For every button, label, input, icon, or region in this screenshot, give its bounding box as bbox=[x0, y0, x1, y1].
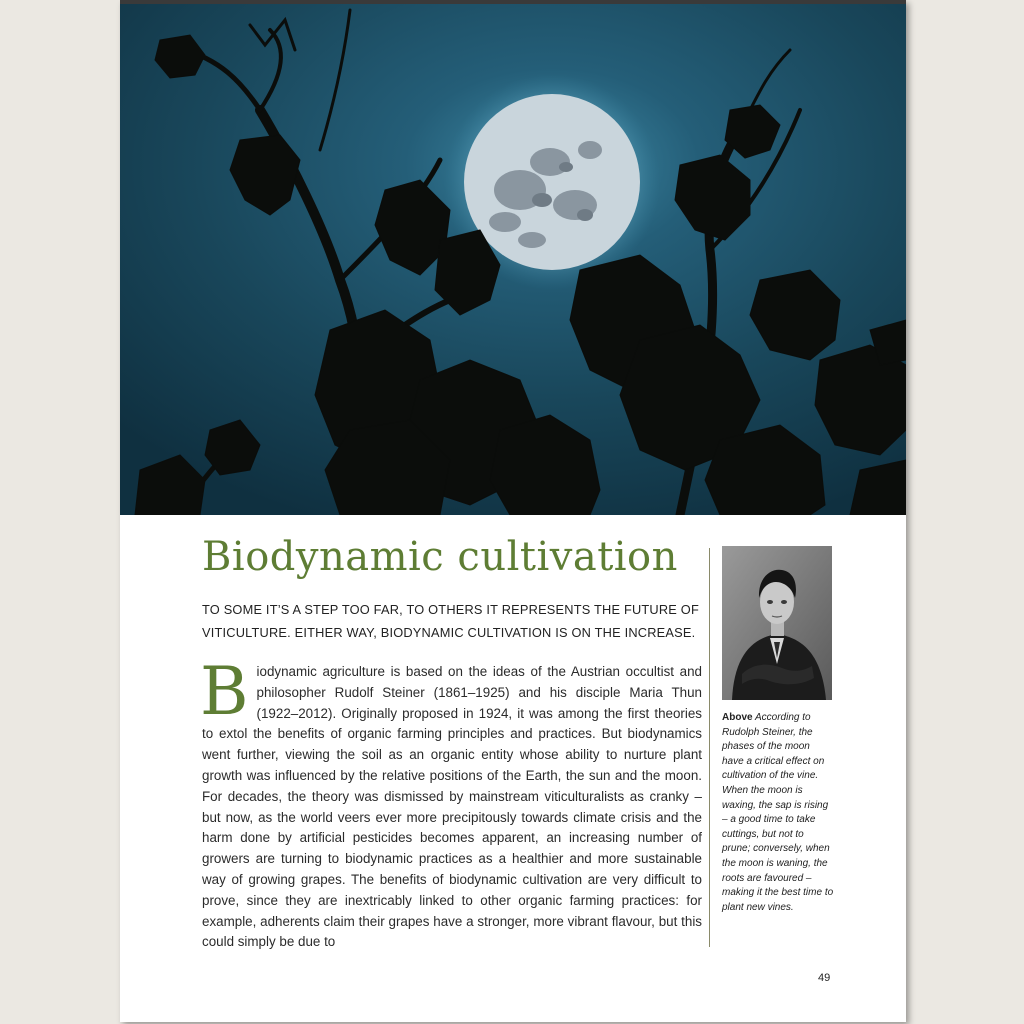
article-body-text: iodynamic agriculture is based on the ideas of the Austrian occultist and philosopher Rudolf Steiner (1861–1925) and his disciple Maria Thun (1922–2012). Originally proposed in 1924, it was among the first theories to extol the benefits of organic farming principles and practices. But biodynamics went further, viewing the soil as an organic entity whose ability to nurture plant growth was influenced by the relative positions of the Earth, the sun and the moon. For decades, the theory was dismissed by mainstream viticulturalists as cranky – but now, as the world veers ever more precipitously towards climate crisis and the harm done by artificial pesticides becomes apparent, an increasing number of growers are turning to biodynamic practices as a healthier and more sustainable way of growing grapes. The benefits of biodynamic cultivation are very difficult to prove, since they are inextricably linked to other organic farming practices: for example, adherents claim their grapes have a stronger, more vibrant flavour, but this could simply be due to bbox=[202, 664, 702, 950]
caption-label: Above bbox=[722, 712, 753, 723]
drop-cap: B bbox=[200, 653, 249, 730]
photo-caption bbox=[722, 711, 834, 915]
moon-vine-photo bbox=[120, 0, 906, 515]
article-title: Biodynamic cultivation bbox=[202, 534, 678, 580]
article-standfirst: TO SOME IT’S A STEP TOO FAR, TO OTHERS IT REPRESENTS THE FUTURE OF VITICULTURE. EITHER WAY, BIODYNAMIC CULTIVATION IS ON THE INCREASE. bbox=[202, 602, 699, 640]
magazine-page bbox=[120, 0, 906, 1022]
caption-text: According to Rudolph Steiner, the phases of the moon have a critical effect on cultivation of the vine. When the moon is waxing, the sap is rising – a good time to take cuttings, but not to prune; conversely, when the moon is waning, the roots are favoured – making it the best time to plant new vines. bbox=[722, 712, 834, 913]
page-number: 49 bbox=[818, 972, 831, 984]
rudolf-steiner-portrait bbox=[722, 546, 832, 700]
article-body bbox=[200, 653, 702, 953]
column-divider bbox=[709, 548, 710, 947]
